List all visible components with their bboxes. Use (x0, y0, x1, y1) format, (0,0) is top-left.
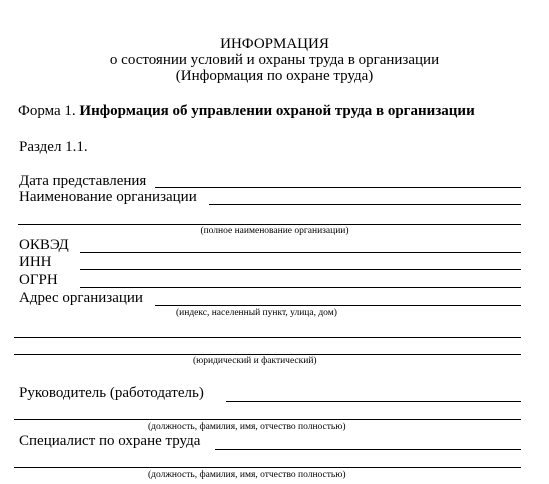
okved-label: ОКВЭД (19, 237, 69, 253)
okved-input-line[interactable] (80, 252, 521, 253)
head-input-line[interactable] (226, 401, 521, 402)
org-name-input-line-2[interactable] (18, 224, 521, 225)
address-hint-2: (юридический и фактический) (193, 356, 317, 366)
org-name-label: Наименование организации (19, 189, 197, 205)
form-prefix: Форма 1. (18, 103, 76, 119)
address-input-line-2[interactable] (14, 337, 521, 338)
specialist-label: Специалист по охране труда (19, 433, 201, 449)
specialist-hint: (должность, фамилия, имя, отчество полностью) (148, 470, 346, 480)
head-label: Руководитель (работодатель) (19, 385, 204, 401)
date-input-line[interactable] (155, 187, 521, 188)
address-input-line[interactable] (155, 305, 521, 306)
specialist-input-line-2[interactable] (14, 467, 521, 468)
ogrn-input-line[interactable] (80, 287, 521, 288)
inn-input-line[interactable] (80, 269, 521, 270)
form-heading (18, 104, 475, 119)
inn-label: ИНН (19, 254, 52, 270)
address-hint: (индекс, населенный пункт, улица, дом) (176, 308, 337, 318)
address-input-line-3[interactable] (14, 354, 521, 355)
head-input-line-2[interactable] (14, 419, 521, 420)
doc-title: ИНФОРМАЦИЯ (220, 36, 329, 52)
head-hint: (должность, фамилия, имя, отчество полностью) (148, 422, 346, 432)
doc-subtitle-note: (Информация по охране труда) (175, 68, 374, 84)
ogrn-label: ОГРН (19, 272, 58, 288)
specialist-input-line[interactable] (215, 449, 521, 450)
form-title: Информация об управлении охраной труда в организации (79, 103, 475, 119)
doc-subtitle: о состоянии условий и охраны труда в организации (109, 52, 440, 68)
address-label: Адрес организации (19, 290, 143, 306)
org-name-hint: (полное наименование организации) (200, 226, 349, 236)
org-name-input-line[interactable] (209, 204, 521, 205)
section-label: Раздел 1.1. (19, 139, 88, 155)
date-label: Дата представления (19, 173, 147, 189)
